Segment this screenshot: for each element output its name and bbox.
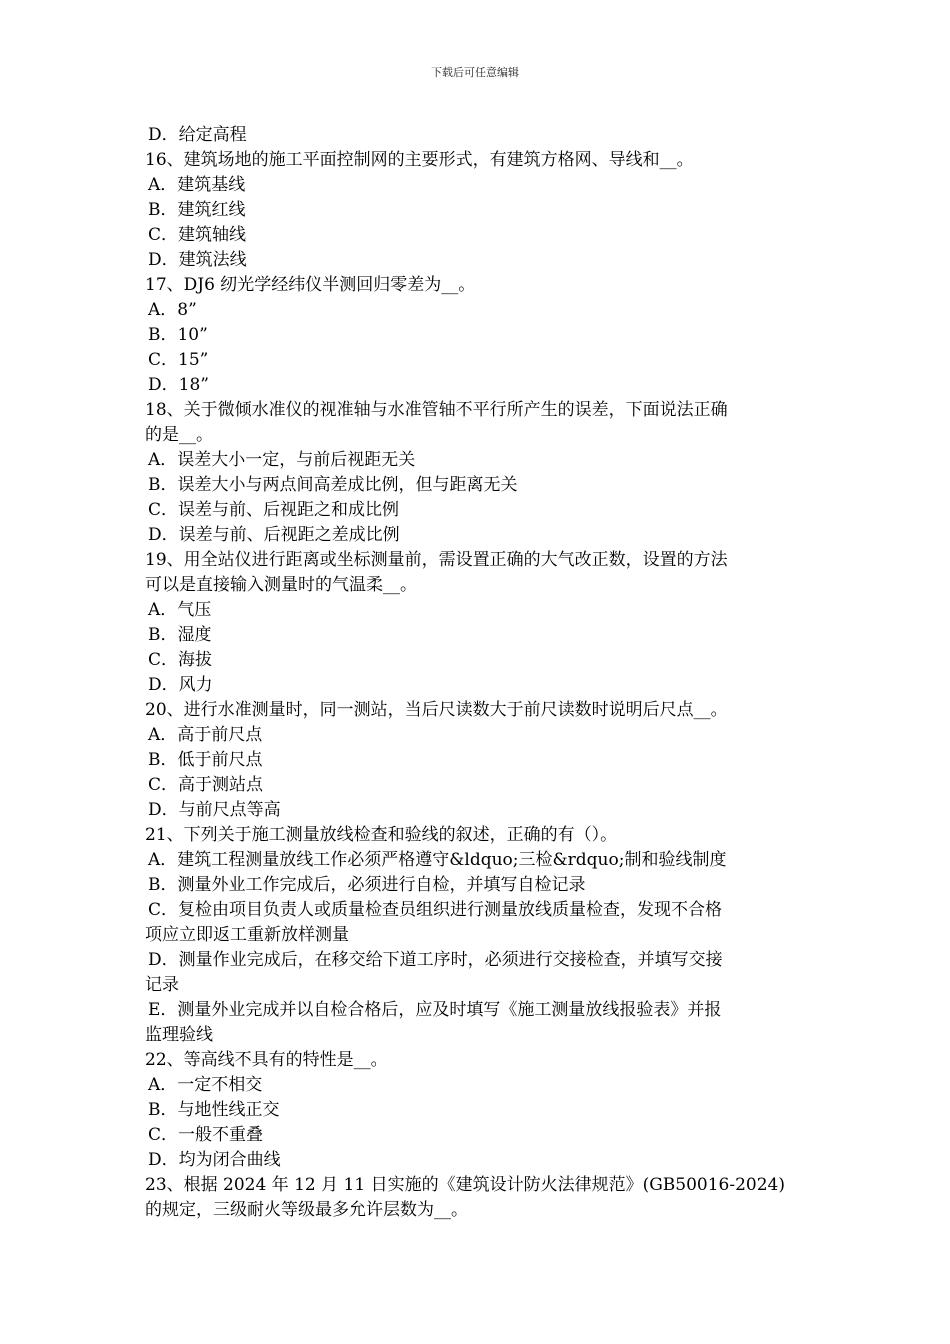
answer-option: A．误差大小一定，与前后视距无关 [148, 450, 416, 470]
answer-option: A．气压 [148, 600, 212, 620]
answer-option: C．海拔 [148, 650, 213, 670]
answer-option: B．测量外业工作完成后，必须进行自检，并填写自检记录 [148, 875, 586, 895]
answer-option: B．10” [148, 325, 208, 345]
answer-option: D．测量作业完成后，在移交给下道工序时，必须进行交接检查，并填写交接 [148, 950, 723, 970]
answer-option: C．建筑轴线 [148, 225, 247, 245]
answer-option: A．高于前尺点 [148, 725, 263, 745]
answer-option: B．低于前尺点 [148, 750, 263, 770]
question-text: 监理验线 [145, 1025, 213, 1045]
question-text: 记录 [145, 975, 179, 995]
answer-option: A．建筑基线 [148, 175, 246, 195]
question-text: 22、等高线不具有的特性是__。 [145, 1050, 388, 1070]
question-text: 19、用全站仪进行距离或坐标测量前，需设置正确的大气改正数，设置的方法 [145, 550, 728, 570]
answer-option: D．误差与前、后视距之差成比例 [148, 525, 400, 545]
question-text: 23、根据 2024 年 12 月 11 日实施的《建筑设计防火法律规范》(GB50016-2024) [145, 1175, 786, 1195]
question-text: 的是__。 [145, 425, 213, 445]
question-text: 的规定，三级耐火等级最多允许层数为__。 [145, 1200, 468, 1220]
answer-option: D．18” [148, 375, 209, 395]
answer-option: D．给定高程 [148, 125, 247, 145]
answer-option: B．误差大小与两点间高差成比例，但与距离无关 [148, 475, 518, 495]
question-text: 可以是直接输入测量时的气温柔__。 [145, 575, 417, 595]
document-body [145, 123, 810, 1223]
question-text: 21、下列关于施工测量放线检查和验线的叙述，正确的有（）。 [145, 825, 618, 845]
answer-option: C．15” [148, 350, 209, 370]
question-text: 项应立即返工重新放样测量 [145, 925, 349, 945]
answer-option: D．建筑法线 [148, 250, 247, 270]
answer-option: C．误差与前、后视距之和成比例 [148, 500, 400, 520]
answer-option: D．与前尺点等高 [148, 800, 281, 820]
answer-option: B．湿度 [148, 625, 212, 645]
answer-option: D．均为闭合曲线 [148, 1150, 281, 1170]
question-text: 17、DJ6 纫光学经纬仪半测回归零差为__。 [145, 275, 476, 295]
answer-option: E．测量外业完成并以自检合格后，应及时填写《施工测量放线报验表》并报 [148, 1000, 722, 1020]
answer-option: A．建筑工程测量放线工作必须严格遵守&ldquo;三检&rdquo;制和验线制度 [148, 850, 727, 870]
answer-option: B．与地性线正交 [148, 1100, 280, 1120]
answer-option: C．高于测站点 [148, 775, 264, 795]
page-header: 下载后可任意编辑 [431, 66, 519, 79]
answer-option: C．复检由项目负责人或质量检查员组织进行测量放线质量检查，发现不合格 [148, 900, 723, 920]
answer-option: A．一定不相交 [148, 1075, 263, 1095]
answer-option: B．建筑红线 [148, 200, 246, 220]
question-text: 18、关于微倾水准仪的视准轴与水准管轴不平行所产生的误差，下面说法正确 [145, 400, 728, 420]
answer-option: D．风力 [148, 675, 213, 695]
answer-option: C．一般不重叠 [148, 1125, 264, 1145]
question-text: 20、进行水准测量时，同一测站，当后尺读数大于前尺读数时说明后尺点__。 [145, 700, 728, 720]
answer-option: A．8” [148, 300, 197, 320]
question-text: 16、建筑场地的施工平面控制网的主要形式，有建筑方格网、导线和__。 [145, 150, 694, 170]
